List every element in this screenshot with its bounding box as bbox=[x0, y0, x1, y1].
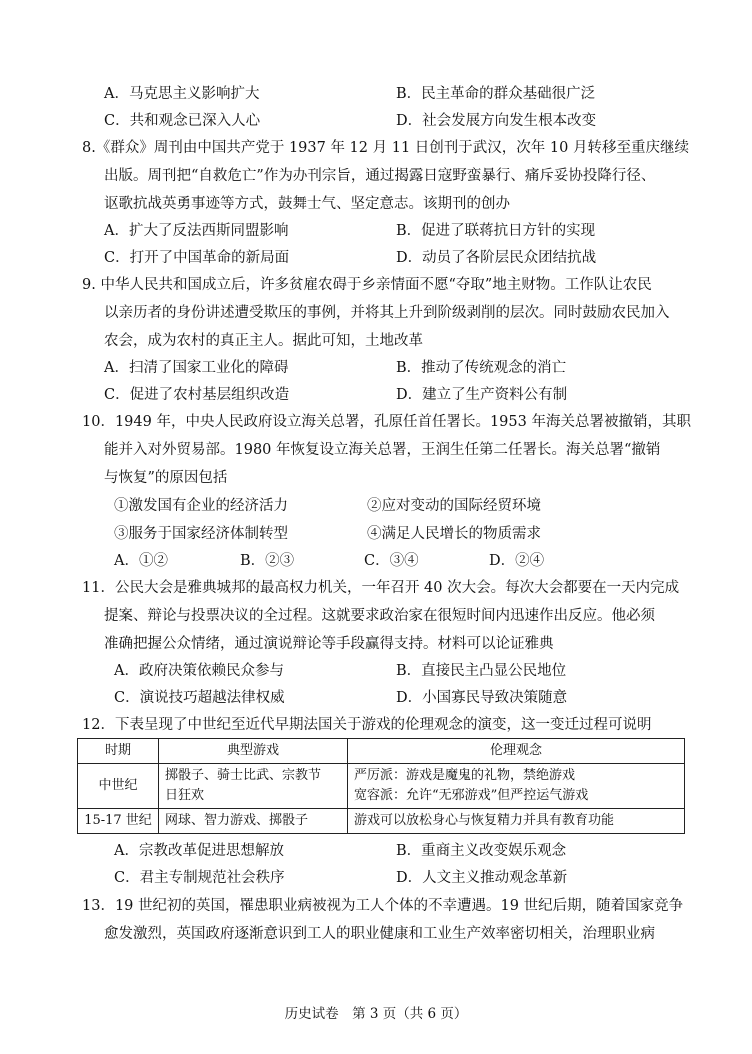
q11-stem-line-3: 准确把握公众情绪，通过演说辩论等手段赢得支持。材料可以论证雅典 bbox=[104, 636, 554, 652]
table-cell-ethics-line-2: 宽容派：允许“无邪游戏”但严控运气游戏 bbox=[354, 788, 589, 803]
q10-stem-line-1: 10．1949 年，中央人民政府设立海关总署，孔原任首任署长。1953 年海关总署被撤销，其职 bbox=[82, 414, 691, 430]
q10-stem-line-3: 与恢复”的原因包括 bbox=[104, 470, 228, 486]
table-header-period: 时期 bbox=[78, 739, 159, 764]
q11-option-b: B．直接民主凸显公民地位 bbox=[396, 663, 567, 679]
q8-stem-line-2: 出版。周刊把“自救危亡”作为办刊宗旨，通过揭露日寇野蛮暴行、痛斥妥协投降行径、 bbox=[104, 168, 656, 184]
q11-option-a: A．政府决策依赖民众参与 bbox=[114, 663, 284, 679]
table-cell-games-line-1: 掷骰子、骑士比武、宗教节 bbox=[165, 768, 322, 783]
q12-option-a: A．宗教改革促进思想解放 bbox=[114, 843, 284, 859]
table-cell-ethics: 游戏可以放松身心与恢复精力并具有教育功能 bbox=[348, 809, 685, 834]
q10-option-c: C．③④ bbox=[364, 553, 419, 569]
q7-option-d: D．社会发展方向发生根本改变 bbox=[396, 113, 597, 129]
table-row bbox=[78, 764, 685, 809]
q8-option-a: A．扩大了反法西斯同盟影响 bbox=[104, 223, 289, 239]
table-header-ethics: 伦理观念 bbox=[348, 739, 685, 764]
q8-stem-line-3: 讴歌抗战英勇事迹等方式，鼓舞士气、坚定意志。该期刊的创办 bbox=[104, 196, 510, 212]
q8-stem-line-1: 8.《群众》周刊由中国共产党于 1937 年 12 月 11 日创刊于武汉，次年 10 月转移至重庆继续 bbox=[82, 140, 689, 156]
q9-stem-line-2: 以亲历者的身份讲述遭受欺压的事例，并将其上升到阶级剥削的层次。同时鼓励农民加入 bbox=[104, 305, 670, 321]
table-cell-games: 网球、智力游戏、掷骰子 bbox=[159, 809, 348, 834]
table-cell-games-line-2: 日狂欢 bbox=[165, 788, 205, 803]
q9-option-a: A．扫清了国家工业化的障碍 bbox=[104, 360, 289, 376]
q9-option-d: D．建立了生产资料公有制 bbox=[396, 387, 568, 403]
q9-stem-line-1: 9. 中华人民共和国成立后，许多贫雇农碍于乡亲情面不愿“夺取”地主财物。工作队让农民 bbox=[82, 277, 652, 293]
q12-stem: 12．下表呈现了中世纪至近代早期法国关于游戏的伦理观念的演变，这一变迁过程可说明 bbox=[82, 717, 652, 733]
q12-option-c: C．君主专制规范社会秩序 bbox=[114, 870, 285, 886]
game-ethics-table bbox=[77, 738, 685, 834]
table-header-games: 典型游戏 bbox=[159, 739, 348, 764]
q10-item-4: ④满足人民增长的物质需求 bbox=[367, 526, 541, 542]
page-footer: 历史试卷 第 3 页（共 6 页） bbox=[284, 1006, 468, 1022]
q10-item-3: ③服务于国家经济体制转型 bbox=[114, 526, 288, 542]
q10-stem-line-2: 能并入对外贸易部。1980 年恢复设立海关总署，王润生任第二任署长。海关总署“撤销 bbox=[104, 442, 661, 458]
table-cell-ethics bbox=[348, 764, 685, 809]
q10-option-b: B．②③ bbox=[240, 553, 295, 569]
q10-item-2: ②应对变动的国际经贸环境 bbox=[367, 498, 541, 514]
q12-option-b: B．重商主义改变娱乐观念 bbox=[396, 843, 567, 859]
q12-option-d: D．人文主义推动观念革新 bbox=[396, 870, 568, 886]
table-row bbox=[78, 809, 685, 834]
q8-option-c: C．打开了中国革命的新局面 bbox=[104, 250, 290, 266]
q7-option-c: C．共和观念已深入人心 bbox=[104, 113, 261, 129]
table-cell-ethics-line-1: 严厉派：游戏是魔鬼的礼物，禁绝游戏 bbox=[354, 768, 576, 783]
table-header-row bbox=[78, 739, 685, 764]
q11-option-c: C．演说技巧超越法律权威 bbox=[114, 690, 285, 706]
q10-option-d: D．②④ bbox=[489, 553, 545, 569]
table-cell-period: 中世纪 bbox=[78, 764, 159, 809]
q13-stem-line-2: 愈发激烈，英国政府逐渐意识到工人的职业健康和工业生产效率密切相关，治理职业病 bbox=[104, 926, 655, 942]
q7-option-b: B．民主革命的群众基础很广泛 bbox=[396, 86, 596, 102]
q11-stem-line-2: 提案、辩论与投票决议的全过程。这就要求政治家在很短时间内迅速作出反应。他必须 bbox=[104, 608, 655, 624]
q7-option-a: A．马克思主义影响扩大 bbox=[104, 86, 260, 102]
q11-option-d: D．小国寡民导致决策随意 bbox=[396, 690, 568, 706]
q9-stem-line-3: 农会，成为农村的真正主人。据此可知，土地改革 bbox=[104, 333, 423, 349]
q11-stem-line-1: 11．公民大会是雅典城邦的最高权力机关，一年召开 40 次大会。每次大会都要在一天内完成 bbox=[82, 580, 680, 596]
table-cell-period: 15-17 世纪 bbox=[78, 809, 159, 834]
q10-option-a: A．①② bbox=[114, 553, 168, 569]
q9-option-c: C．促进了农村基层组织改造 bbox=[104, 387, 290, 403]
q8-option-d: D．动员了各阶层民众团结抗战 bbox=[396, 250, 597, 266]
q8-option-b: B．促进了联蒋抗日方针的实现 bbox=[396, 223, 596, 239]
table-cell-games bbox=[159, 764, 348, 809]
q10-item-1: ①激发国有企业的经济活力 bbox=[114, 498, 288, 514]
q13-stem-line-1: 13．19 世纪初的英国，罹患职业病被视为工人个体的不幸遭遇。19 世纪后期，随着国家竞争 bbox=[82, 898, 684, 914]
q9-option-b: B．推动了传统观念的消亡 bbox=[396, 360, 567, 376]
